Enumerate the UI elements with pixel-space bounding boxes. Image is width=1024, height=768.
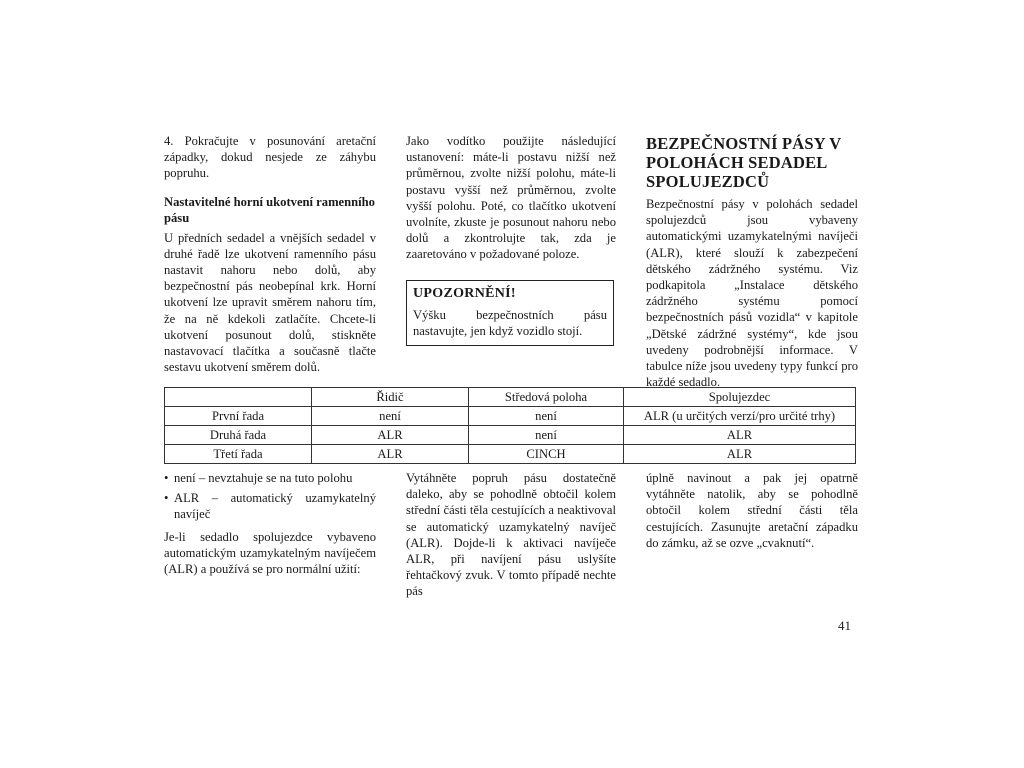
pull-belt-paragraph: Vytáhněte popruh pásu dostatečně daleko, aby se pohodlně obtočil kolem střední části těla cestujících a neaktivoval se automatický uzamykatelný navíječ (ALR). Dojde-li k aktivaci navíječe ALR, při navíjení pásu uslyšíte řehtačkový zvuk. V tomto případě nechte pás xyxy=(406,471,616,599)
retract-belt-paragraph: úplně navinout a pak jej opatrně vytáhněte natolik, aby se pohodlně obtočil kolem střední části těla cestujících. Zasunujte aretační západku do zámku, až se ozve „cvaknutí“. xyxy=(646,471,858,550)
table-cell: ALR xyxy=(624,445,856,464)
bullet-text: není – nevztahuje se na tuto polohu xyxy=(174,471,353,485)
table-row xyxy=(165,407,856,426)
bottom-column-1 xyxy=(164,470,376,577)
table-cell: ALR xyxy=(312,445,469,464)
table-cell: není xyxy=(469,426,624,445)
table-cell: není xyxy=(312,407,469,426)
table-cell: ALR xyxy=(312,426,469,445)
column-1 xyxy=(164,133,376,375)
table-row xyxy=(165,426,856,445)
list-item xyxy=(164,490,376,522)
bullet-marker: • xyxy=(164,471,169,485)
table-cell: ALR xyxy=(624,426,856,445)
passenger-belts-paragraph: Bezpečnostní pásy v polohách sedadel spolujezdců jsou vybaveny automatickými uzamykatelnými navíječi (ALR), které slouží k zabezpečení dětského zádržného systému. Viz podkapitola „Instalace dětského zádržného systému pomocí bezpečnostních pásů vozidla“ v kapitole „Dětské zádržné systémy“, kde jsou uvedeny podrobnější informace. V tabulce níže jsou uvedeny typy funkcí pro každé sedadlo. xyxy=(646,197,858,390)
table-cell: První řada xyxy=(165,407,312,426)
table-cell: Třetí řada xyxy=(165,445,312,464)
list-item xyxy=(164,470,376,486)
table-cell: CINCH xyxy=(469,445,624,464)
table-header-cell xyxy=(165,388,312,407)
seat-function-table xyxy=(164,387,856,464)
warning-text: Výšku bezpečnostních pásu nastavujte, jen když vozidlo stojí. xyxy=(413,308,607,339)
subheading-shoulder-anchor: Nastavitelné horní ukotvení ramenního pásu xyxy=(164,194,375,225)
page-number: 41 xyxy=(838,618,851,633)
warning-title: UPOZORNĚNÍ! xyxy=(413,286,516,301)
table-cell: Druhá řada xyxy=(165,426,312,445)
table-header-row xyxy=(165,388,856,407)
table-cell: ALR (u určitých verzí/pro určité trhy) xyxy=(624,407,856,426)
bottom-column-3 xyxy=(646,470,858,551)
bottom-column-2 xyxy=(406,470,616,600)
table-cell: není xyxy=(469,407,624,426)
table-row xyxy=(165,445,856,464)
table-header-cell: Středová poloha xyxy=(469,388,624,407)
bullet-marker: • xyxy=(164,491,169,506)
column-2 xyxy=(406,133,616,263)
guidance-paragraph: Jako vodítko použijte následující ustanovení: máte-li postavu nižší než průměrnou, zvolte nižší polohu, máte-li postavu vyšší než průměrnou, zvolte vyšší polohu. Poté, co tlačítko ukotvení uvolníte, zkuste je posunout nahoru nebo dolů a zkontrolujte tak, zda je zaaretováno v požadované poloze. xyxy=(406,134,616,262)
bullet-text: ALR – automatický uzamykatelný navíječ xyxy=(174,491,376,522)
column-3 xyxy=(646,133,858,390)
step-4-text: 4. Pokračujte v posunování aretační západky, dokud nesjede ze záhybu popruhu. xyxy=(164,134,376,181)
section-title: BEZPEČNOSTNÍ PÁSY V POLOHÁCH SEDADEL SPOLUJEZDCŮ xyxy=(646,134,842,191)
warning-box xyxy=(406,280,614,346)
alr-intro-paragraph: Je-li sedadlo spolujezdce vybaveno automatickým uzamykatelným navíječem (ALR) a používá se pro normální užití: xyxy=(164,529,376,577)
table-header-cell: Řidič xyxy=(312,388,469,407)
table-header-cell: Spolujezdec xyxy=(624,388,856,407)
anchor-adjust-paragraph: U předních sedadel a vnějších sedadel v druhé řadě lze ukotvení ramenního pásu nastavit nahoru nebo dolů, aby bezpečnostní pás neobepínal krk. Horní ukotvení lze upravit směrem nahoru tím, že na ně kdekoli zatlačíte. Chcete-li ukotvení posunout dolů, stiskněte nastavovací tlačítka a současně tlačte sestavu ukotvení směrem dolů. xyxy=(164,230,376,375)
